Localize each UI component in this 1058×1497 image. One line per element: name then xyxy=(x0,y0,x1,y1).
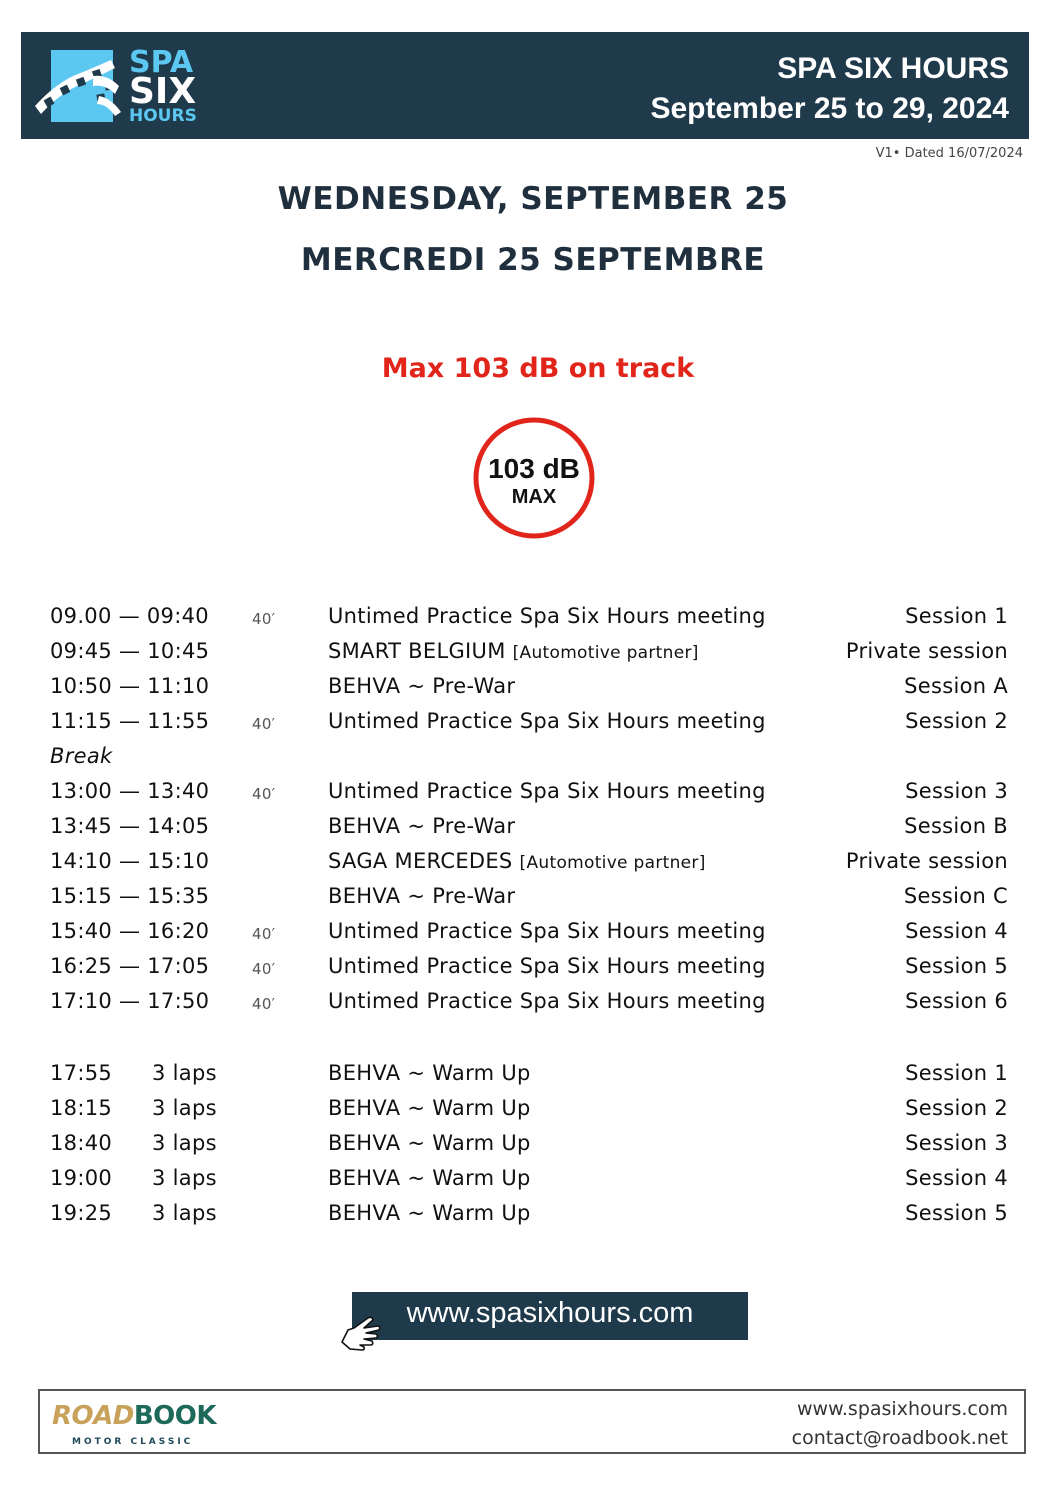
warmup-row xyxy=(50,1131,1008,1166)
day-heading-english: WEDNESDAY, SEPTEMBER 25 xyxy=(277,181,789,217)
footer-box xyxy=(38,1389,1026,1454)
event-note: [Automotive partner] xyxy=(519,853,706,873)
start-time: 18:40 xyxy=(50,1131,113,1155)
laps: 3 laps xyxy=(152,1131,217,1155)
duration: 40′ xyxy=(252,960,276,978)
schedule-row xyxy=(50,604,1008,639)
time-range: 15:40 — 16:20 xyxy=(50,919,210,943)
session-label: Private session xyxy=(845,639,1008,663)
event-name: BEHVA ~ Warm Up xyxy=(328,1061,531,1085)
duration: 40′ xyxy=(252,995,276,1013)
event-title: Untimed Practice Spa Six Hours meeting xyxy=(328,779,766,803)
event-name xyxy=(328,849,706,873)
section-gap xyxy=(50,1024,1008,1061)
session-label: Session 6 xyxy=(905,989,1008,1013)
header-banner xyxy=(21,32,1029,139)
schedule-row xyxy=(50,639,1008,674)
footer-website-link[interactable]: www.spasixhours.com xyxy=(797,1398,1008,1420)
event-name xyxy=(328,779,766,803)
session-label: Session 4 xyxy=(905,1166,1008,1190)
event-title: Untimed Practice Spa Six Hours meeting xyxy=(328,954,766,978)
footer-email-link[interactable]: contact@roadbook.net xyxy=(791,1427,1008,1449)
laps: 3 laps xyxy=(152,1096,217,1120)
session-label: Session 2 xyxy=(905,1096,1008,1120)
laps: 3 laps xyxy=(152,1201,217,1225)
noise-limit-title: Max 103 dB on track xyxy=(381,353,695,384)
time-range: 13:00 — 13:40 xyxy=(50,779,210,803)
schedule-row xyxy=(50,954,1008,989)
event-name: BEHVA ~ Warm Up xyxy=(328,1201,531,1225)
time-range: 09:45 — 10:45 xyxy=(50,639,210,663)
website-banner-link[interactable]: www.spasixhours.com xyxy=(352,1292,748,1340)
session-label: Session 3 xyxy=(905,1131,1008,1155)
event-name xyxy=(328,989,766,1013)
duration: 40′ xyxy=(252,925,276,943)
logo-word-six: SIX xyxy=(129,71,197,112)
time-range: 10:50 — 11:10 xyxy=(50,674,210,698)
logo-subtitle: MOTOR CLASSIC xyxy=(72,1437,194,1447)
schedule-row xyxy=(50,814,1008,849)
event-name xyxy=(328,954,766,978)
event-name xyxy=(328,709,766,733)
session-label: Session A xyxy=(904,674,1008,698)
session-label: Session 3 xyxy=(905,779,1008,803)
pointing-hand-icon xyxy=(338,1312,382,1352)
schedule-row xyxy=(50,919,1008,954)
logo-word-hours: HOURS xyxy=(129,106,197,126)
schedule-row xyxy=(50,989,1008,1024)
event-name: BEHVA ~ Warm Up xyxy=(328,1096,531,1120)
schedule-row xyxy=(50,849,1008,884)
sign-label: MAX xyxy=(511,486,557,508)
time-range: 15:15 — 15:35 xyxy=(50,884,210,908)
event-title: SMART BELGIUM xyxy=(328,639,513,663)
time-range: 13:45 — 14:05 xyxy=(50,814,210,838)
version-date: V1• Dated 16/07/2024 xyxy=(875,146,1023,161)
break-label: Break xyxy=(50,744,113,768)
schedule-row xyxy=(50,884,1008,919)
warmup-row xyxy=(50,1061,1008,1096)
session-label: Session 1 xyxy=(905,604,1008,628)
schedule-row xyxy=(50,779,1008,814)
event-name: BEHVA ~ Warm Up xyxy=(328,1131,531,1155)
event-title: Untimed Practice Spa Six Hours meeting xyxy=(328,709,766,733)
session-label: Session 4 xyxy=(905,919,1008,943)
time-range: 14:10 — 15:10 xyxy=(50,849,210,873)
duration: 40′ xyxy=(252,785,276,803)
day-heading-french: MERCREDI 25 SEPTEMBRE xyxy=(300,242,766,278)
event-title: SAGA MERCEDES xyxy=(328,849,520,873)
laps: 3 laps xyxy=(152,1166,217,1190)
event-name xyxy=(328,674,515,698)
event-name xyxy=(328,604,766,628)
session-label: Private session xyxy=(845,849,1008,873)
event-note: [Automotive partner] xyxy=(512,643,699,663)
duration: 40′ xyxy=(252,715,276,733)
schedule-row xyxy=(50,674,1008,709)
schedule-table xyxy=(50,604,1008,1236)
spa-six-hours-logo xyxy=(33,46,243,126)
logo-road: ROAD xyxy=(52,1401,134,1431)
time-range: 17:10 — 17:50 xyxy=(50,989,210,1013)
schedule-row xyxy=(50,709,1008,744)
time-range: 11:15 — 11:55 xyxy=(50,709,210,733)
event-name: BEHVA ~ Warm Up xyxy=(328,1166,531,1190)
start-time: 19:00 xyxy=(50,1166,113,1190)
start-time: 19:25 xyxy=(50,1201,113,1225)
session-label: Session 1 xyxy=(905,1061,1008,1085)
session-label: Session C xyxy=(903,884,1008,908)
event-name xyxy=(328,639,699,663)
start-time: 18:15 xyxy=(50,1096,113,1120)
noise-limit-sign-icon xyxy=(472,416,596,540)
sign-value: 103 dB xyxy=(488,453,580,484)
session-label: Session 5 xyxy=(905,954,1008,978)
event-name xyxy=(328,814,515,838)
break-row xyxy=(50,744,1008,779)
laps: 3 laps xyxy=(152,1061,217,1085)
logo-word-spa: SPA xyxy=(129,45,194,80)
session-label: Session B xyxy=(904,814,1008,838)
session-label: Session 2 xyxy=(905,709,1008,733)
warmup-row xyxy=(50,1201,1008,1236)
event-title: Untimed Practice Spa Six Hours meeting xyxy=(328,989,766,1013)
warmup-row xyxy=(50,1096,1008,1131)
logo-book: BOOK xyxy=(133,1401,216,1431)
event-dates: September 25 to 29, 2024 xyxy=(650,92,1009,125)
time-range: 09.00 — 09:40 xyxy=(50,604,209,628)
event-title: BEHVA ~ Pre-War xyxy=(328,814,516,838)
duration: 40′ xyxy=(252,610,276,628)
event-title: Untimed Practice Spa Six Hours meeting xyxy=(328,919,766,943)
event-name xyxy=(328,884,515,908)
start-time: 17:55 xyxy=(50,1061,113,1085)
event-title: SPA SIX HOURS xyxy=(777,52,1009,85)
roadbook-logo xyxy=(52,1401,216,1447)
event-title: BEHVA ~ Pre-War xyxy=(328,674,516,698)
event-name xyxy=(328,919,766,943)
event-title: Untimed Practice Spa Six Hours meeting xyxy=(328,604,766,628)
checkered-flag-icon xyxy=(33,46,125,126)
time-range: 16:25 — 17:05 xyxy=(50,954,210,978)
event-title: BEHVA ~ Pre-War xyxy=(328,884,516,908)
warmup-row xyxy=(50,1166,1008,1201)
session-label: Session 5 xyxy=(905,1201,1008,1225)
